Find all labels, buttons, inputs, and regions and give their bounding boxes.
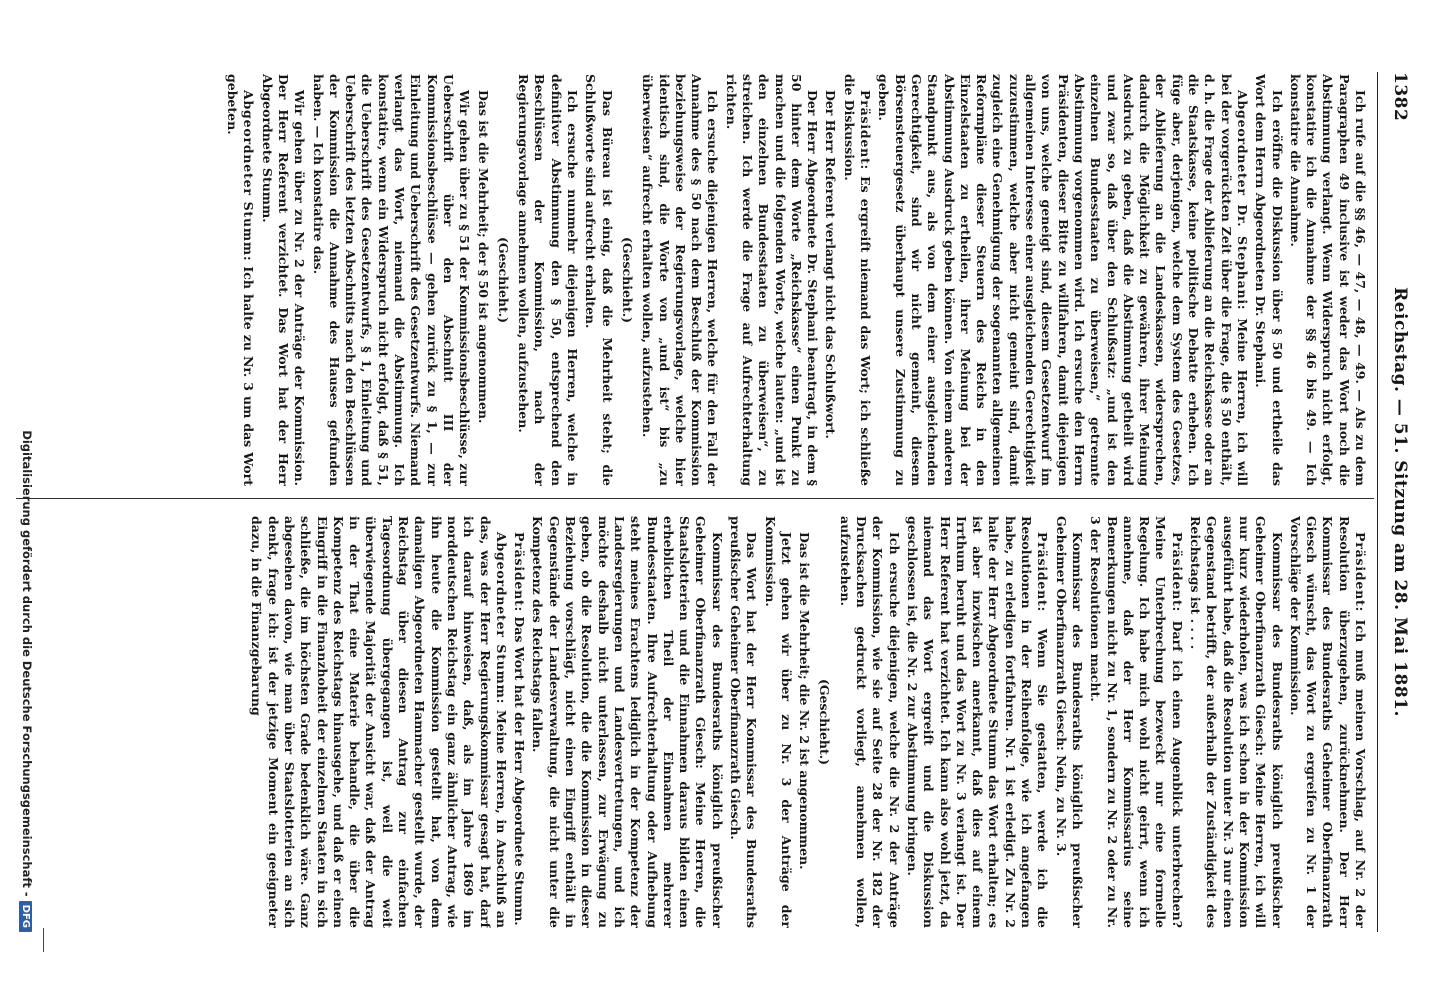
paragraph-text: Darf ich einen Augenblick unterbrechen? Meine Unterbrechung bezweckt nur eine formelle Regelung. Ich habe mich wohl nicht geirrt, wenn ich annehme, daß der Herr Kommissarius seine Bemerkungen nicht zu Nr. 1, sondern zu Nr. 2 oder zu Nr. 3 der Resolutionen macht. [1088,516,1185,928]
paragraph [841,74,874,486]
paragraph [1187,516,1285,928]
right-column [38,516,1368,928]
paragraph [529,516,725,928]
paragraph [796,516,812,928]
dfg-logo: DFG [19,901,32,932]
paragraph-text: Ich rufe auf die §§ 46, — 47, — 48, — 49. — Als zu dem Paragraphen 49 inclusive ist weder das Wort noch die Abstimmung verlangt. Wenn Widerspruch nicht erfolgt, konstatire ich die Annahme der §§ 46 bis 49. — Ich konstatire die Annahme. [1287,74,1368,486]
paragraph-text: Ich ersuche nunmehr diejenigen Herren, welche in definitiver Abstimmung den § 50, entsprechend den Beschlüssen der Kommission, nach der Regierungsvorlage annehmen wollen, aufzustehen. [516,74,581,486]
column-divider [16,498,1374,499]
page-marker [43,928,44,952]
speaker-label: Abgeordneter Dr. Stephani: [1234,90,1250,311]
procedural-note [619,74,635,486]
paragraph [822,74,838,486]
paragraph [904,516,1051,928]
paragraph-text: Der Herr Abgeordnete Dr. Stephani beantragt, in dem § 50 hinter dem Worte „Reichskasse“ einen Punkt zu machen und die folgenden Worte, welche lauten: „und ist den einzelnen Bundesstaaten zu überweisen“, zu streichen. Ich werde die Frage auf Aufrechterhaltung richten. [723,74,821,486]
speaker-label: Abgeordneter Stumm: [493,532,509,705]
page-header [1382,72,1410,932]
credit-text: Digitalisierung gefördert durch die Deutsche Forschungsgemeinschaft - [20,430,34,897]
speaker-label: Präsident: [512,532,528,613]
paragraph [722,74,820,486]
paragraph [1287,516,1368,928]
paragraph-text: Ich eröffne die Diskussion über § 50 und ertheile das Wort dem Herrn Abgeordneten Dr. Stephani. [1253,74,1285,486]
speaker-label: Präsident: [1353,532,1368,613]
paragraph-text: Das ist die Mehrheit; der § 50 ist angenommen. [475,90,491,424]
running-title: Reichstag. — 51. Sitzung am 28. Mai 1881. [1390,287,1410,717]
paragraph [474,74,490,486]
paragraph [639,74,720,486]
paragraph-text: Ich halte zu Nr. 3 um das Wort gebeten. [225,74,257,486]
left-column [38,74,1368,486]
page-number: 1382 [1390,72,1410,122]
paragraph [515,74,580,486]
paragraph [837,516,902,928]
paragraph-text: Meine Herren, ich will bei der vorgerückten Zeit über die Frage, die § 50 enthält, d. h. die Frage der Ablieferung an die Reichskasse oder an die Staatskasse, keine politische Debatte erheben. Ich füge aber, derjenigen, welche dem System des Gesetzes, der Ablieferung an die Landeskassen, widersprechen, dadurch die Möglichkeit zu gewähren, ihrer Meinung Ausdruck zu geben, daß die Abstimmung getheilt wird und zwar so, daß über den Schlußsatz: „und ist den einzelnen Bundesstaaten zu überweisen,“ getrennte Abstimmung vorgenommen wird. Ich ersuche den Herrn Präsidenten, dieser Bitte zu willfahren, damit diejenigen von uns, welche geneigt sind, diesem Gesetzentwurf im allgemeinen Interesse einer ausgleichenden Gerechtigkeit zuzustimmen, welche aber nicht gemeint sind, damit zugleich eine Genehmigung der sogenannten allgemeinen Reformpläne dieser Steuern des Reichs in den Einzelstaaten zu ertheilen, ihrer Meinung bei der Abstimmung Ausdruck geben können. Von einem anderen Standpunkt aus, als von dem einer ausgleichenden Gerechtigkeit, sind wir nicht gemeint, diesem Börsensteuergesetz überhaupt unsere Zustimmung zu geben. [876,74,1250,486]
paragraph [727,516,760,928]
paragraph [224,74,257,486]
paragraph-text: Wir gehen über zu § 51 der Kommissionsbeschlüsse, zur Ueberschrift über den Abschnitt III der Kommissionsbeschlüsse — gehen zurück zu § 1, — zur Einleitung und Ueberschrift des Gesetzentwurfs. Niemand verlangt das Wort, niemand die Abstimmung. Ich konstatire, wenn ein Widerspruch nicht erfolgt, daß § 51, die Ueberschrift des Gesetzentwurfs, § 1, Einleitung und Ueberschrift des letzten Abschnitts nach den Beschlüssen der Kommission die Annahme des Hauses gefunden haben. — Ich konstatire das. [310,74,473,486]
paragraph-text: Das Büreau ist einig, daß die Mehrheit steht; die Schlußworte sind aufrecht erhalten. [583,74,615,486]
paragraph [511,516,527,928]
paragraph-text: Das Wort hat der Herr Abgeordnete Stumm. [512,616,528,926]
paragraph [582,74,615,486]
speaker-label: Präsident: [1035,532,1051,613]
paragraph [248,516,509,928]
paragraph [1252,74,1285,486]
paragraph-text: Das Wort hat der Herr Kommissar des Bundesraths preußischer Geheimer Oberfinanzrath Giesch. [728,516,760,928]
paragraph [309,74,472,486]
paragraph-text: (Geschieht.) [817,678,833,766]
paragraph-text: Wenn Sie gestatten, werde ich die Resolutionen in der Reihenfolge, wie ich angefangen habe, zu erledigen fortfahren. Nr. 1 ist erledigt. Zu Nr. 2 halte der Herr Abgeordnete Stumm das Wort erhalten; es ist aber inzwischen anerkannt, daß dies auf einem Irrthum beruht und das Wort zu Nr. 3 verlangt ist. Der Herr Referent hat verzichtet. Ich kann also wohl jetzt, da niemand das Wort ergreift und die Diskussion geschlossen ist, die Nr. 2 zur Abstimmung bringen. [904,516,1051,928]
paragraph [761,516,794,928]
paragraph-text: Es ergreift niemand das Wort; ich schließe die Diskussion. [841,74,874,486]
paragraph [1287,74,1368,486]
header-rule [1377,72,1378,932]
paragraph-text: Ich muß meinen Vorschlag, auf Nr. 2 der Resolution überzugehen, zurücknehmen. Der Herr Kommissar des Bundesraths Geheimer Oberfinanzrath Giesch wünscht, das Wort zu ergreifen zu Nr. 1 der Vorschläge der Kommission. [1287,516,1368,928]
paragraph-text: Der Herr Referent verlangt nicht das Schlußwort. [823,90,839,439]
paragraph-text: (Geschieht.) [619,236,635,324]
speaker-label: Abgeordneter Stumm: [241,90,257,262]
paragraph-text: Kommissar des Bundesraths königlich preußischer Geheimer Oberfinanzrath Giesch: Nein, zu Nr. 3. [1053,516,1085,928]
speaker-label: Präsident: [1169,532,1185,613]
paragraph-text: Kommissar des Bundesraths königlich preußischer Geheimer Oberfinanzrath Giesch: Meine Herren, die Staatslotterien und die Einnahmen daraus bilden einen erheblichen Theil der Einnahmen mehrerer Bundesstaaten. Ihre Aufrechterhaltung oder Aufhebung steht meines Erachtens lediglich in der Kompetenz der Landesregierungen und Landesvertretungen, und ich möchte deshalb nicht unterlassen, zur Erwägung zu geben, ob die Resolution, die die Kommission in dieser Beziehung vorschlägt, nicht einen Eingriff enthält in Gegenstände der Landesverwaltung, die nicht unter die Kompetenz des Reichstags fallen. [530,516,725,928]
paragraph-text: Das ist die Mehrheit; die Nr. 2 ist angenommen. [797,532,813,870]
paragraph-text: Meine Herren, in Anschluß an das, was der Herr Regierungskommissar gesagt hat, darf ich darauf hinweisen, daß, als im Jahre 1869 im norddeutschen Reichstag ein ganz ähnlicher Antrag, wie ihn heute die Kommission gestellt hat, von dem damaligen Abgeordneten Hammacher gestellt wurde, der Reichstag über diesen Antrag zur einfachen Tagesordnung übergegangen ist, weil die weit überwiegende Majorität der Ansicht war, daß der Antrag in der That eine Materie behandle, die über die Kompetenz des Reichstags hinausgehe, und daß er einen Eingriff in die Finanzhoheit der einzelnen Staaten in sich schließe, die im höchsten Grade bedenklich wäre. Ganz abgesehen davon, wie man über Staatslotterien an sich denkt, frage ich: ist der jetzige Moment ein geeigneter dazu, in die Finanzgebarung [249,516,509,928]
paragraph [258,74,307,486]
paragraph-text: (Geschieht.) [495,236,511,324]
speaker-label: Präsident: [858,90,874,171]
paragraph [875,74,1250,486]
paragraph-text: Kommissar des Bundesraths königlich preußischer Geheimer Oberfinanzrath Giesch: Meine Herren, ich will nur kurz wiederholen, was ich schon in der Kommission ausgeführt habe, daß die Resolution unter Nr. 3 nur einen Gegenstand betrifft, der außerhalb der Zuständigkeit des Reichstags ist . . . . [1188,516,1285,928]
procedural-note [495,74,511,486]
digitization-credit [8,72,34,932]
paragraph-text: Jetzt gehen wir über zu Nr. 3 der Anträge der Kommission. [762,516,794,928]
procedural-note [816,516,832,928]
paragraph [1052,516,1085,928]
paragraph-text: Ich ersuche diejenigen Herren, welche für den Fall der Annahme des § 50 nach dem Beschluß der Kommission beziehungsweise der Regierungsvorlage, welche hier identisch sind, die Worte von „und ist“ bis „zu überweisen“ aufrecht erhalten wollen, aufzustehen. [640,74,721,486]
paragraph-text: Wir gehen über zu Nr. 2 der Anträge der Kommission. Der Herr Referent verzichtet. Das Wort hat der Herr Abgeordnete Stumm. [259,74,308,486]
paragraph-text: Ich ersuche diejenigen, welche die Nr. 2 der Anträge der Kommission, wie sie auf Seite 28 der Nr. 182 der Drucksachen gedruckt vorliegt, annehmen wollen, aufzustehen. [837,516,902,928]
paragraph [1087,516,1185,928]
